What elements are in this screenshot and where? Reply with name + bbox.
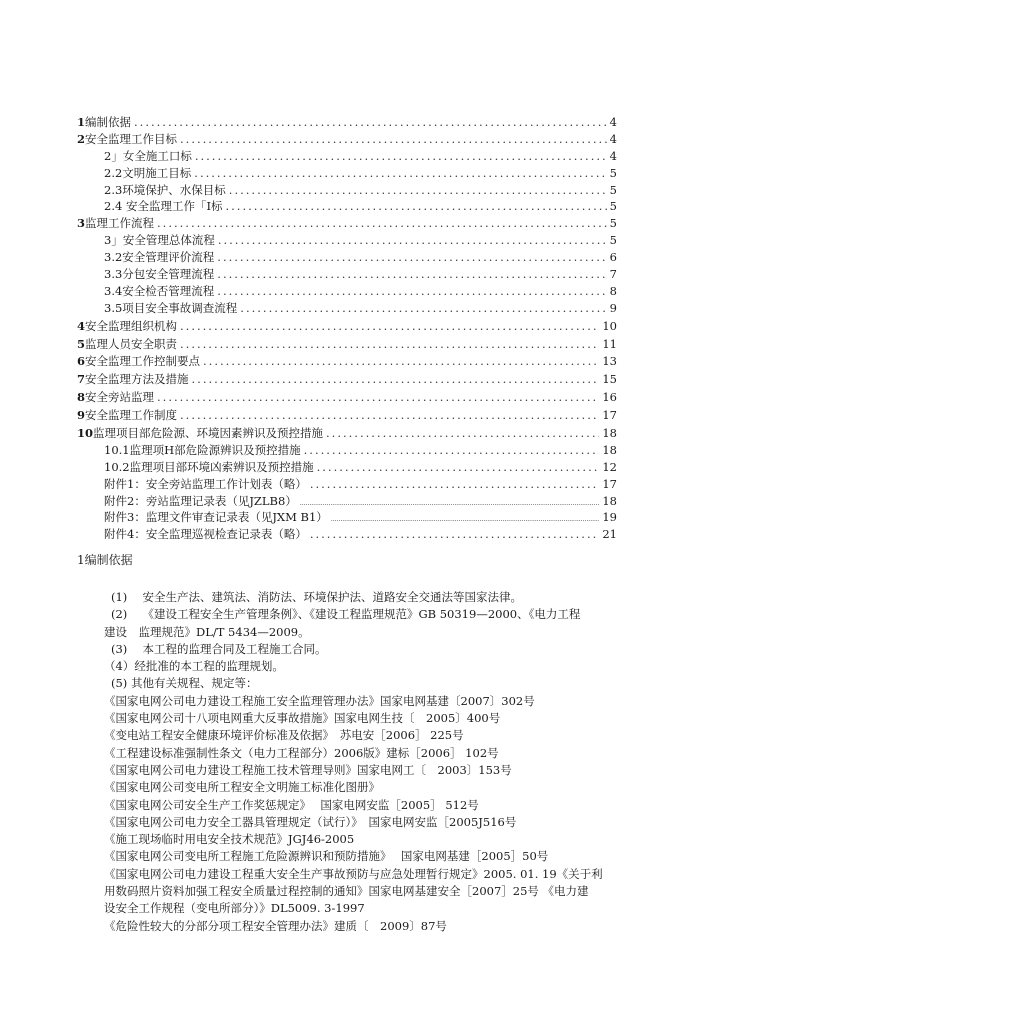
- toc-entry-title: 安全监理工作控制要点: [85, 354, 201, 369]
- toc-entry-title: 监理人员安全职责: [85, 336, 178, 351]
- toc-entry-title: 2.4 安全监理工作「I标: [104, 199, 223, 214]
- toc-entry-page: 21: [602, 527, 617, 542]
- toc-entry-page: 5: [609, 199, 617, 214]
- body-paragraph: （4）经批准的本工程的监理规划。: [104, 659, 284, 674]
- toc-entry-title: 10.2监理项目部环境凶索辨识及预控措施: [104, 459, 314, 474]
- toc-dot-leader: [317, 459, 600, 476]
- body-paragraph: 《国家电网公司电力建设工程施工技术管理导则》国家电网工〔 2003〕153号: [104, 762, 512, 777]
- toc-dot-leader: [194, 165, 606, 182]
- toc-entry-title: 安全监理组织机构: [85, 318, 178, 333]
- toc-entry-page: 10: [602, 318, 617, 333]
- body-paragraph: 《危险性较大的分部分项工程安全管理办法》建质〔 2009〕87号: [104, 918, 447, 933]
- toc-entry-number: 6: [77, 354, 86, 369]
- toc-entry-title: 监理工作流程: [85, 216, 155, 231]
- toc-entry-page: 17: [602, 476, 617, 491]
- toc-entry-page: 8: [609, 283, 617, 298]
- toc-entry[interactable]: [77, 526, 617, 543]
- toc-dot-leader: [310, 526, 600, 543]
- body-paragraph: (1) 安全生产法、建筑法、消防法、环境保护法、道路安全交通法等国家法律。: [111, 590, 522, 604]
- body-paragraph: 《工程建设标准强制性条文（电力工程部分）2006版》建标［2006］ 102号: [104, 745, 499, 760]
- toc-dot-leader: [326, 425, 599, 442]
- toc-entry-title: 3.3分包安全管理流程: [104, 267, 215, 282]
- toc-entry[interactable]: [77, 165, 617, 182]
- toc-entry-title: 附件3：监理文件审查记录表（见JXM B1）: [104, 510, 328, 525]
- toc-entry-page: 12: [602, 459, 617, 474]
- toc-entry-title: 2.3环境保护、水保目标: [104, 182, 226, 197]
- body-paragraph: 《施工现场临时用电安全技术规范》JGJ46-2005: [104, 832, 355, 847]
- toc-entry-number: 8: [77, 390, 86, 405]
- toc-entry-title: 3」安全管理总体流程: [104, 233, 215, 248]
- toc-dot-leader: [217, 283, 606, 300]
- toc-entry-page: 4: [609, 115, 617, 129]
- body-paragraph: (2) 《建设工程安全生产管理条例》、《建设工程监理规范》GB 50319—2000、《电力工程: [111, 607, 581, 622]
- toc-entry[interactable]: [77, 182, 617, 199]
- toc-entry-title: 监理项目部危险源、环境因素辨识及预控措施: [93, 426, 324, 441]
- toc-entry-number: 3: [77, 216, 86, 231]
- toc-entry[interactable]: [77, 114, 617, 131]
- toc-entry-title: 3.4安全检否管理流程: [104, 283, 215, 298]
- toc-entry[interactable]: [77, 493, 617, 510]
- body-paragraph: 《国家电网公司变电所工程施工危险源辨识和预防措施》 国家电网基建［2005］50号: [104, 849, 549, 864]
- toc-dot-leader: [157, 389, 599, 406]
- toc-entry-page: 5: [609, 165, 617, 180]
- body-paragraph: (3) 本工程的监理合同及工程施工合同。: [111, 641, 327, 656]
- toc-entry-number: 1: [77, 115, 86, 129]
- toc-dot-leader: [217, 266, 606, 283]
- toc-dot-leader: [180, 318, 599, 335]
- toc-entry-page: 5: [609, 216, 617, 231]
- toc-entry-page: 18: [602, 493, 617, 508]
- toc-entry-number: 2: [77, 131, 86, 146]
- body-paragraph: 《国家电网公司电力安全工器具管理规定（试行）》 国家电网安监［2005J516号: [104, 814, 517, 829]
- toc-entry-page: 11: [602, 336, 617, 351]
- toc-entry[interactable]: [77, 300, 617, 317]
- toc-entry[interactable]: [77, 249, 617, 266]
- toc-entry-number: 9: [77, 408, 86, 423]
- toc-entry-title: 10.1监理项H部危险源辨识及预控措施: [104, 442, 301, 457]
- toc-dot-leader: [226, 198, 607, 215]
- toc-entry-page: 13: [602, 354, 617, 369]
- body-paragraph: 《国家电网公司电力建设工程施工安全监理管理办法》国家电网基建〔2007〕302号: [104, 693, 535, 708]
- toc-dot-leader: [180, 407, 599, 424]
- toc-entry-page: 7: [609, 267, 617, 282]
- toc-dot-leader: [157, 215, 607, 232]
- body-paragraph: 用数码照片资料加强工程安全质量过程控制的通知》国家电网基建安全［2007］25号 《电力建: [104, 884, 589, 899]
- toc-entry[interactable]: [77, 266, 617, 283]
- toc-entry-title: 安全监理工作制度: [85, 408, 178, 423]
- toc-dot-leader: [229, 182, 607, 199]
- toc-entry[interactable]: [77, 476, 617, 493]
- table-of-contents: [77, 114, 617, 543]
- toc-dot-leader: [195, 148, 607, 165]
- toc-entry-page: 15: [602, 372, 617, 387]
- toc-entry[interactable]: [77, 198, 617, 215]
- toc-entry[interactable]: [77, 148, 617, 165]
- toc-dot-leader: [304, 442, 600, 459]
- section-heading: 1编制依据: [77, 553, 133, 567]
- toc-entry[interactable]: [77, 336, 617, 353]
- toc-entry[interactable]: [77, 407, 617, 424]
- toc-entry-page: 5: [609, 182, 617, 197]
- toc-entry-page: 18: [602, 426, 617, 441]
- toc-entry-page: 4: [609, 148, 617, 163]
- toc-entry-page: 4: [609, 131, 617, 146]
- toc-entry[interactable]: [77, 425, 617, 442]
- toc-entry-title: 2」女全施工口标: [104, 148, 192, 163]
- body-paragraph: 建设 监理规范》DL/T 5434—2009。: [104, 624, 310, 639]
- toc-dot-leader: [331, 512, 600, 526]
- toc-entry[interactable]: [77, 509, 617, 526]
- body-paragraph: 《国家电网公司电力建设工程重大安全生产事故预防与应急处理暂行规定》2005. 01. 19《关于利: [104, 866, 603, 881]
- toc-entry-page: 16: [602, 390, 617, 405]
- toc-entry-page: 19: [602, 510, 617, 525]
- toc-dot-leader: [203, 353, 599, 370]
- toc-dot-leader: [240, 300, 606, 317]
- body-paragraph: (5) 其他有关规程、规定等：: [111, 676, 258, 691]
- toc-entry-number: 4: [77, 318, 86, 333]
- section-body: [104, 589, 664, 935]
- toc-entry-number: 7: [77, 372, 86, 387]
- body-paragraph: 《国家电网公司安全生产工作奖惩规定》 国家电网安监［2005］ 512号: [104, 797, 479, 812]
- toc-entry-number: 10: [77, 426, 94, 441]
- toc-entry-number: 5: [77, 336, 86, 351]
- toc-entry-title: 附件4：安全监理巡视检查记录表（略）: [104, 527, 307, 542]
- body-paragraph: 《国家电网公司十八项电网重大反事故措施》国家电网生技〔 2005〕400号: [104, 711, 501, 726]
- toc-entry-title: 附件2：旁站监理记录表（见JZLB8）: [104, 493, 297, 508]
- toc-dot-leader: [192, 371, 600, 388]
- toc-entry-page: 18: [602, 442, 617, 457]
- toc-entry-title: 编制依据: [85, 115, 132, 129]
- toc-entry-page: 5: [609, 233, 617, 248]
- toc-entry-title: 安全监理方法及措施: [85, 372, 189, 387]
- toc-entry[interactable]: [77, 459, 617, 476]
- toc-entry[interactable]: [77, 131, 617, 148]
- toc-dot-leader: [134, 114, 607, 131]
- toc-dot-leader: [310, 476, 600, 493]
- toc-entry-title: 2.2文明施工目标: [104, 165, 192, 180]
- body-paragraph: 《国家电网公司变电所工程安全文明施工标准化图册》: [104, 780, 380, 795]
- toc-entry[interactable]: [77, 442, 617, 459]
- toc-entry[interactable]: [77, 353, 617, 370]
- toc-entry-title: 附件1：安全旁站监理工作计划表（略）: [104, 476, 307, 491]
- toc-entry-title: 3.5项目安全事故调查流程: [104, 300, 238, 315]
- toc-entry-title: 3.2安全管理评价流程: [104, 250, 215, 265]
- toc-entry[interactable]: [77, 318, 617, 335]
- toc-dot-leader: [217, 249, 606, 266]
- toc-entry-page: 6: [609, 250, 617, 265]
- toc-entry[interactable]: [77, 232, 617, 249]
- toc-dot-leader: [300, 496, 600, 510]
- toc-entry[interactable]: [77, 283, 617, 300]
- toc-entry[interactable]: [77, 389, 617, 406]
- toc-entry-title: 安全监理工作目标: [85, 131, 178, 146]
- body-paragraph: 《变电站工程安全健康环境评价标准及依据》 苏电安［2006］ 225号: [104, 728, 464, 743]
- body-paragraph: 设安全工作规程（变电所部分）》DL5009. 3-1997: [104, 901, 365, 916]
- toc-dot-leader: [180, 336, 599, 353]
- toc-entry-title: 安全旁站监理: [85, 390, 155, 405]
- toc-dot-leader: [180, 131, 607, 148]
- toc-entry-page: 17: [602, 408, 617, 423]
- toc-dot-leader: [218, 232, 607, 249]
- toc-entry-page: 9: [609, 300, 617, 315]
- toc-entry[interactable]: [77, 371, 617, 388]
- toc-entry[interactable]: [77, 215, 617, 232]
